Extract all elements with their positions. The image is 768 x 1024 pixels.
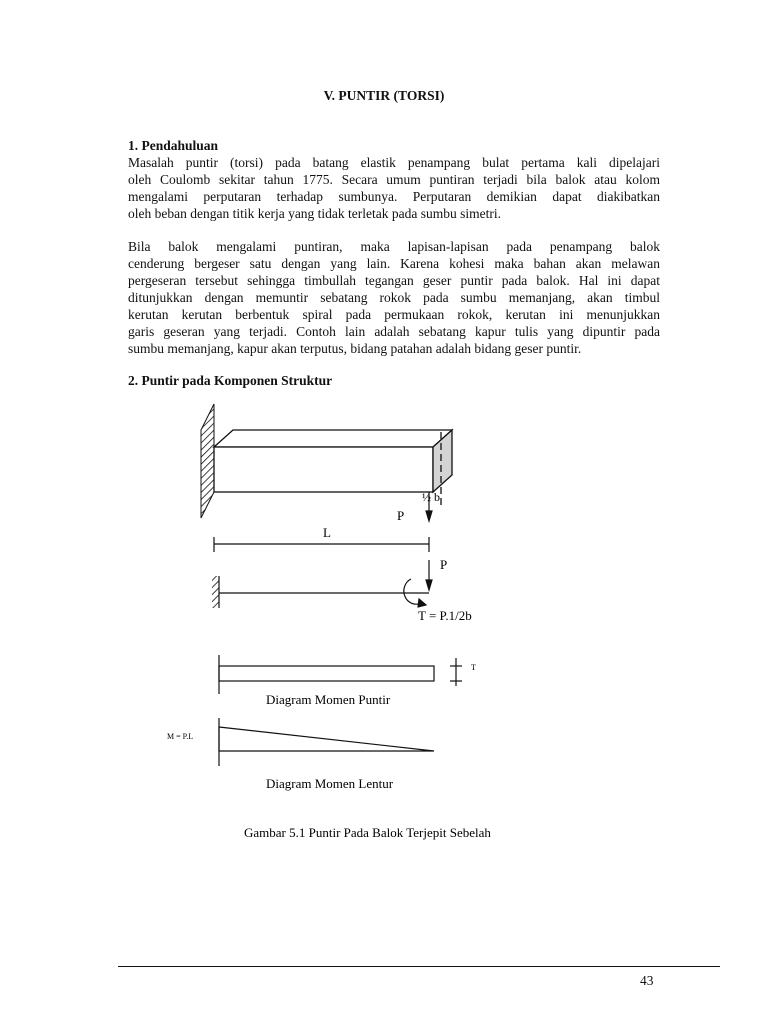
paragraph-2-line: pergeseran tersebut sehingga timbullah tegangan geser puntir pada balok. Hal ini dapat bbox=[128, 273, 660, 288]
torsion-moment-diagram bbox=[219, 655, 434, 694]
torsion-diagram-label: Diagram Momen Puntir bbox=[266, 692, 391, 707]
paragraph-1-line: Masalah puntir (torsi) pada batang elastik penampang bulat pertama kali dipelajari bbox=[128, 155, 660, 170]
figure-caption: Gambar 5.1 Puntir Pada Balok Terjepit Sebelah bbox=[244, 825, 491, 840]
paragraph-2-line: garis geseran yang terjadi. Contoh lain adalah sebatang kapur tulis yang dipuntir pada bbox=[128, 324, 660, 339]
bending-diagram-label: Diagram Momen Lentur bbox=[266, 776, 394, 791]
paragraph-1-line: oleh beban dengan titik kerja yang tidak terletak pada sumbu simetri. bbox=[128, 206, 502, 221]
page-title: V. PUNTIR (TORSI) bbox=[323, 88, 445, 103]
bending-moment-diagram bbox=[219, 718, 434, 766]
paragraph-2-line: sumbu memanjang, kapur akan terputus, bidang patahan adalah bidang geser puntir. bbox=[128, 341, 582, 356]
torque-small-label: T bbox=[471, 663, 476, 672]
paragraph-2-line: Bila balok mengalami puntiran, maka lapisan-lapisan pada penampang balok bbox=[128, 239, 660, 254]
half-b-label: ½ b bbox=[422, 490, 440, 504]
paragraph-2-line: kerutan kerutan berbentuk spiral pada permukaan rokok, kerutan ini menunjukkan bbox=[128, 307, 660, 322]
load-label-p: P bbox=[397, 508, 405, 523]
cantilever-beam-3d bbox=[214, 430, 452, 508]
paragraph-1-line: mengalami perputaran terhadap sumbunya. Perputaran demikian dapat diakibatkan bbox=[128, 189, 660, 204]
torque-height-marker bbox=[450, 658, 462, 686]
paragraph-2-line: cenderung bergeser satu dengan yang lain. Karena kohesi maka bahan akan melawan bbox=[128, 256, 660, 271]
length-dimension-line bbox=[214, 537, 429, 552]
load-arrow-p-simplified bbox=[426, 560, 432, 590]
bending-moment-label: M = P.L bbox=[167, 732, 194, 741]
load-label-p-2: P bbox=[440, 557, 448, 572]
section-heading-pendahuluan: 1. Pendahuluan bbox=[128, 138, 219, 153]
paragraph-2-line: ditunjukkan dengan memuntir sebatang rokok pada sumbu memanjang, akan timbul bbox=[128, 290, 660, 305]
fixed-wall-support bbox=[201, 404, 214, 518]
length-label: L bbox=[323, 525, 331, 540]
torque-label: T = P.1/2b bbox=[418, 608, 472, 623]
section-heading-puntir-komponen: 2. Puntir pada Komponen Struktur bbox=[128, 373, 333, 388]
simplified-support bbox=[212, 576, 219, 608]
footer-divider bbox=[118, 966, 720, 967]
paragraph-1-line: oleh Coulomb sekitar tahun 1775. Secara umum puntiran terjadi bila balok atau kolom bbox=[128, 172, 660, 187]
page-number: 43 bbox=[640, 973, 654, 988]
